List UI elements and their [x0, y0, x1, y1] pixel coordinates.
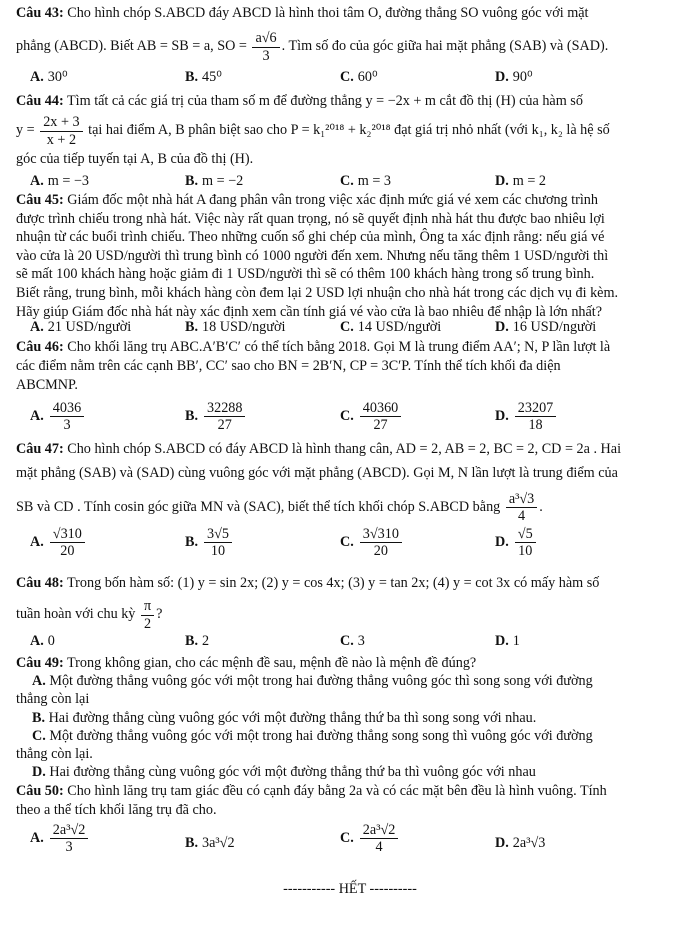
- option-d[interactable]: D. $\frac{23207}{18}$: [495, 400, 558, 434]
- option-b[interactable]: B. m = −2: [185, 173, 244, 189]
- fraction: $\frac{\text{a³√3}}{4}$: [506, 491, 537, 525]
- option-b[interactable]: B. Hai đường thẳng cùng vuông góc với một đường thẳng thứ ba thì song song với nhau.: [32, 709, 537, 726]
- question-43: [16, 4, 686, 64]
- question-label: Câu 43:: [16, 5, 64, 21]
- option-c[interactable]: C. 14 USD/người: [340, 319, 442, 335]
- option-a[interactable]: A. m = −3: [30, 173, 90, 189]
- option-c[interactable]: C. $\frac{40360}{27}$: [340, 400, 403, 434]
- options-46: [30, 400, 680, 444]
- question-text: phẳng (ABCD). Biết AB = SB = a, SO =: [16, 38, 247, 55]
- option-c[interactable]: C. m = 3: [340, 173, 392, 189]
- option-c[interactable]: C. Một đường thẳng vuông góc với một trong hai đường thẳng song song thì vuông góc với đường: [32, 727, 593, 744]
- options-50: [30, 822, 680, 868]
- option-c[interactable]: C. 60⁰: [340, 69, 378, 85]
- option-b[interactable]: B. 45⁰: [185, 69, 222, 85]
- option-d[interactable]: D. 2a³√3: [495, 835, 546, 851]
- question-48: Câu 48: Trong bốn hàm số: (1) y = sin 2x; (2) y = cos 4x; (3) y = tan 2x; (4) y = cot 3x có mấy hàm số tuần hoàn với chu kỳ $\frac{\pi}{2}$ ?: [16, 575, 600, 632]
- options-47: [30, 526, 680, 574]
- option-a[interactable]: A. 21 USD/người: [30, 319, 132, 335]
- option-b[interactable]: B. 18 USD/người: [185, 319, 286, 335]
- option-d[interactable]: D. 16 USD/người: [495, 319, 597, 335]
- options-48: [30, 632, 680, 654]
- options-45: [30, 318, 680, 340]
- option-b[interactable]: B. $\frac{32288}{27}$: [185, 400, 247, 434]
- option-a[interactable]: A. 30⁰: [30, 69, 68, 85]
- option-a[interactable]: A. 0: [30, 633, 55, 649]
- option-c[interactable]: C. $\frac{3√310}{20}$: [340, 526, 404, 560]
- question-46: Câu 46: Cho khối lăng trụ ABC.A′B′C′ có thể tích bằng 2018. Gọi M là trung điểm AA′; N, P lần lượt là các điểm nằm trên các cạnh BB′, CC′ sao cho BN = 2B′N, CP = 3C′P. Tính thể tích khối đa diện ABCMNP.: [16, 339, 611, 393]
- option-b[interactable]: B. 3a³√2: [185, 835, 235, 851]
- option-d[interactable]: D. 1: [495, 633, 520, 649]
- option-d[interactable]: D. $\frac{√5}{10}$: [495, 526, 538, 560]
- question-49: Câu 49: Trong không gian, cho các mệnh đề sau, mệnh đề nào là mệnh đề đúng? A. Một đường thẳng vuông góc với một trong hai đường thẳng vuông góc thì song song với đường thẳng còn lại B. Hai đường thẳng cùng vuông góc với một đường thẳng thứ ba thì song song với nhau. C. Một đường thẳng vuông góc với một trong hai đường thẳng song song thì vuông góc với đường thẳng còn lại. D. Hai đường thẳng cùng vuông góc với một đường thẳng thứ ba thì vuông góc với nhau: [16, 654, 686, 781]
- option-d[interactable]: D. 90⁰: [495, 69, 533, 85]
- option-b[interactable]: B. $\frac{3√5}{10}$: [185, 526, 234, 560]
- option-a[interactable]: A. Một đường thẳng vuông góc với một trong hai đường thẳng vuông góc thì song song với đường: [32, 673, 593, 690]
- option-d[interactable]: D. m = 2: [495, 173, 547, 189]
- option-a[interactable]: A. $\frac{4036}{3}$: [30, 400, 86, 434]
- fraction: $\frac{\pi}{2}$: [141, 598, 154, 632]
- option-c[interactable]: C. $\frac{\text{2a³√2}}{4}$: [340, 822, 400, 856]
- fraction: $\frac{a√6}{3}$: [252, 30, 279, 64]
- option-c[interactable]: C. 3: [340, 633, 365, 649]
- question-50: Câu 50: Cho hình lăng trụ tam giác đều có cạnh đáy bằng 2a và có các mặt bên đều là hình vuông. Tính theo a thể tích khối lăng trụ đã cho.: [16, 783, 607, 818]
- question-45: Câu 45: Giám đốc một nhà hát A đang phân vân trong việc xác định mức giá vé xem các chương trình được trình chiếu trong nhà hát. Việc này rất quan trọng, nó sẽ quyết định nhà hát thu được bao nhiêu lợi nhuận từ các buổi trình chiếu. Theo những cuốn sổ ghi chép của mình, Ông ta xác định rằng: nếu giá vé vào cửa là 20 USD/người thì trung bình có 1000 người đến xem. Nhưng nếu tăng thêm 1 USD/người thì sẽ mất 100 khách hàng hoặc giảm đi 1 USD/người thì sẽ có thêm 100 khách hàng trong số trung bình. Biết rằng, trung bình, mỗi khách hàng còn đem lại 2 USD lợi nhuận cho nhà hát trong các dịch vụ đi kèm. Hãy giúp Giám đốc nhà hát này xác định xem cần tính giá vé vào cửa là bao nhiêu để nhập là lớn nhất?: [16, 192, 619, 320]
- fraction: $\frac{2x + 3}{x + 2}$: [40, 114, 82, 148]
- option-a[interactable]: A. $\frac{\text{2a³√2}}{3}$: [30, 822, 90, 856]
- option-a[interactable]: A. $\frac{√310}{20}$: [30, 526, 87, 560]
- question-47: Câu 47: Cho hình chóp S.ABCD có đáy ABCD là hình thang cân, AD = 2, AB = 2, BC = 2, CD = 2a . Hai mặt phẳng (SAB) và (SAD) cùng vuông góc với mặt phẳng (ABCD). Gọi M, N lần lượt là trung điểm của SB và CD . Tính cosin góc giữa MN và (SAC), biết thể tích khối chóp S.ABCD bằng $\frac{\text{a³√3}}{4}$ .: [16, 441, 622, 525]
- question-44: Câu 44: Tìm tất cả các giá trị của tham số m để đường thẳng y = −2x + m cắt đồ thị (H) của hàm số y = $\frac{2x + 3}{x + 2}$ tại hai điểm A, B phân biệt sao cho P = k₁²⁰¹⁸ + k₂²⁰¹⁸ đạt giá trị nhỏ nhất (với k₁, k₂ là hệ số góc của tiếp tuyến tại A, B của đồ thị (H).: [16, 93, 610, 168]
- option-d[interactable]: D. Hai đường thẳng cùng vuông góc với một đường thẳng thứ ba thì vuông góc với nhau: [32, 764, 536, 781]
- option-b[interactable]: B. 2: [185, 633, 210, 649]
- options-43: [30, 68, 680, 90]
- end-marker: ----------- HẾT ----------: [283, 881, 417, 897]
- question-text: Cho hình chóp S.ABCD đáy ABCD là hình thoi tâm O, đường thẳng SO vuông góc với mặt: [67, 5, 589, 21]
- question-text: . Tìm số đo của góc giữa hai mặt phẳng (SAB) và (SAD).: [281, 38, 609, 55]
